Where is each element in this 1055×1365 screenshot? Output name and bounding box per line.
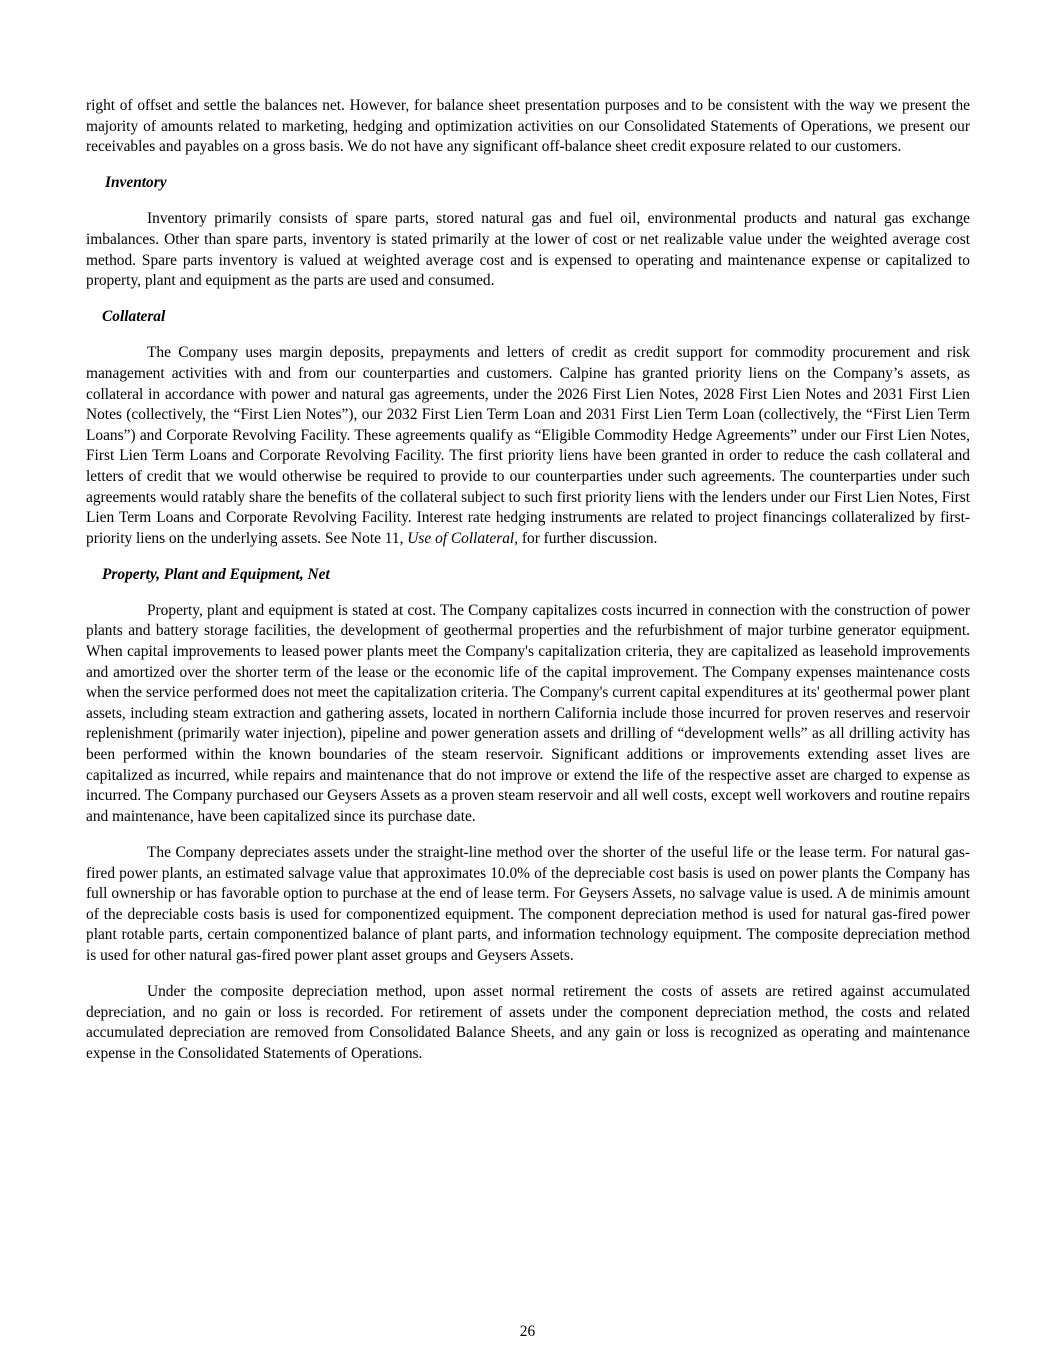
ppe-heading: Property, Plant and Equipment, Net (102, 565, 330, 583)
page-number: 26 (519, 1323, 536, 1340)
note-reference: Use of Collateral (407, 529, 515, 547)
intro-paragraph: right of offset and settle the balances net. However, for balance sheet presentation purposes and to be consistent with the way we present the majority of amounts related to marketing, hedging and optimization activities on our Consolidated Statements of Operations, we present our receivables and payables on a gross basis. We do not have any significant off-balance sheet credit exposure related to our customers. (86, 97, 970, 156)
inventory-heading: Inventory (105, 174, 167, 192)
ppe-paragraph-2: The Company depreciates assets under the straight-line method over the shorter of the useful life or the lease term. For natural gas-fired power plants, an estimated salvage value that approximates 10.0% of the depreciable cost basis is used on power plants the Company has full ownership or has favorable option to purchase at the end of lease term. For Geysers Assets, no salvage value is used. A de minimis amount of the depreciable costs basis is used for componentized equipment. The component depreciation method is used for natural gas-fired power plant rotable parts, certain componentized balance of plant parts, and information technology equipment. The composite depreciation method is used for other natural gas-fired power plant asset groups and Geysers Assets. (86, 843, 970, 964)
inventory-paragraph: Inventory primarily consists of spare parts, stored natural gas and fuel oil, environmental products and natural gas exchange imbalances. Other than spare parts, inventory is stated primarily at the lower of cost or net realizable value under the weighted average cost method. Spare parts inventory is valued at weighted average cost and is expensed to operating and maintenance expense or capitalized to property, plant and equipment as the parts are used and consumed. (86, 210, 970, 290)
collateral-text: The Company uses margin deposits, prepayments and letters of credit as credit support for commodity procurement and risk management activities with and from our counterparties and customers. Calpine has granted priority liens on the Company’s assets, as collateral in accordance with power and natural gas agreements, under the 2026 First Lien Notes, 2028 First Lien Notes and 2031 First Lien Notes (collectively, the “First Lien Notes”), our 2032 First Lien Term Loan and 2031 First Lien Term Loan (collectively, the “First Lien Term Loans”) and Corporate Revolving Facility. These agreements qualify as “Eligible Commodity Hedge Agreements” under our First Lien Notes, First Lien Term Loans and Corporate Revolving Facility. The first priority liens have been granted in order to reduce the cash collateral and letters of credit that we would otherwise be required to provide to our counterparties under such agreements. The counterparties under such agreements would ratably share the benefits of the collateral subject to such first priority liens with the lenders under our First Lien Notes, First Lien Term Loans and Corporate Revolving Facility. Interest rate hedging instruments are related to project financings collateralized by first-priority liens on the underlying assets. See Note 11, (86, 344, 970, 547)
collateral-text-end: , for further discussion. (514, 529, 658, 547)
ppe-paragraph-1: Property, plant and equipment is stated at cost. The Company capitalizes costs incurred in connection with the construction of power plants and battery storage facilities, the development of geothermal properties and the refurbishment of major turbine generator equipment. When capital improvements to leased power plants meet the Company's capitalization criteria, they are capitalized as leasehold improvements and amortized over the shorter term of the lease or the economic life of the capital improvement. The Company expenses maintenance costs when the service performed does not meet the capitalization criteria. The Company's current capital expenditures at its' geothermal power plant assets, including steam extraction and gathering assets, located in northern California include those incurred for proven reserves and reservoir replenishment (primarily water injection), pipeline and power generation assets and drilling of “development wells” as all drilling activity has been performed within the known boundaries of the steam reservoir. Significant additions or improvements extending asset lives are capitalized as incurred, while repairs and maintenance that do not improve or extend the life of the respective asset are charged to expense as incurred. The Company purchased our Geysers Assets as a proven steam reservoir and all well costs, except well workovers and routine repairs and maintenance, have been capitalized since its purchase date. (86, 601, 970, 825)
collateral-heading: Collateral (102, 308, 166, 326)
document-page (86, 96, 970, 1080)
collateral-paragraph (86, 343, 970, 549)
ppe-paragraph-3: Under the composite depreciation method, upon asset normal retirement the costs of assets are retired against accumulated depreciation, and no gain or loss is recorded. For retirement of assets under the component depreciation method, the costs and related accumulated depreciation are removed from Consolidated Balance Sheets, and any gain or loss is recognized as operating and maintenance expense in the Consolidated Statements of Operations. (86, 982, 970, 1062)
